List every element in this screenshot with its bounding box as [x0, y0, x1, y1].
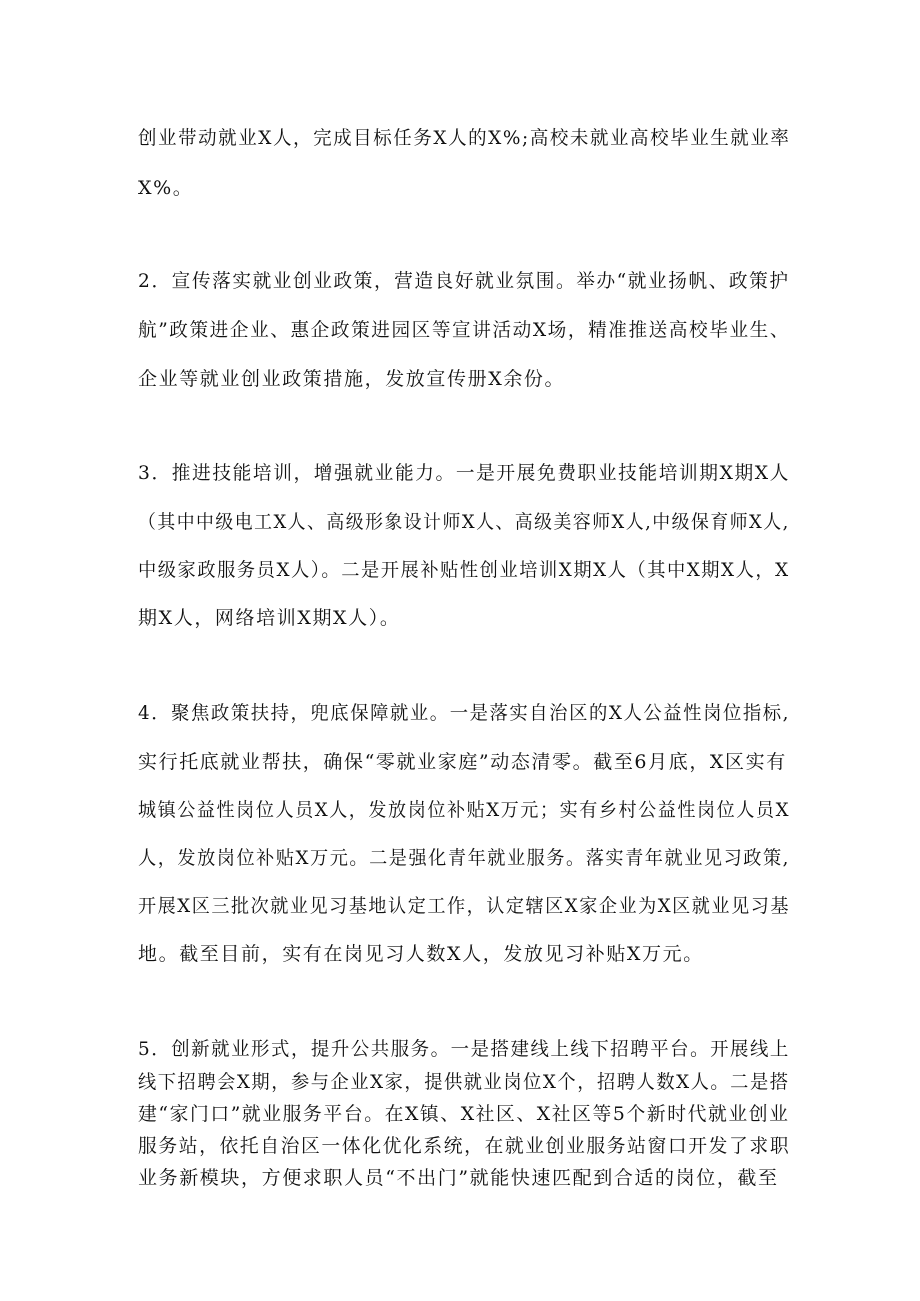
paragraph-4-line-2: 实行托底就业帮扶，确保“零就业家庭”动态清零。截至6月底，X区实有	[138, 751, 787, 773]
paragraph-5-line-5: 业务新模块，方便求职人员“不出门”就能快速匹配到合适的岗位，截至	[138, 1167, 779, 1189]
paragraph-4-line-1: 4．聚焦政策扶持，兜底保障就业。一是落实自治区的X人公益性岗位指标,	[138, 702, 791, 724]
paragraph-2-line-2: 航”政策进企业、惠企政策进园区等宣讲活动X场，精准推送高校毕业生、	[138, 319, 791, 341]
paragraph-5-line-2: 线下招聘会X期，参与企业X家，提供就业岗位X个，招聘人数X人。二是搭	[138, 1071, 790, 1093]
paragraph-2-line-3: 企业等就业创业政策措施，发放宣传册X余份。	[138, 368, 566, 390]
paragraph-4-line-4: 人，发放岗位补贴X万元。二是强化青年就业服务。落实青年就业见习政策,	[138, 847, 790, 869]
paragraph-3-line-3: 中级家政服务员X人）。二是开展补贴性创业培训X期X人（其中X期X人，X	[138, 559, 790, 581]
paragraph-5-line-4: 服务站，依托自治区一体化优化系统，在就业创业服务站窗口开发了求职	[138, 1135, 791, 1157]
paragraph-2-line-1: 2．宣传落实就业创业政策，营造良好就业氛围。举办“就业扬帆、政策护	[138, 270, 790, 292]
paragraph-5-line-1: 5．创新就业形式，提升公共服务。一是搭建线上线下招聘平台。开展线上	[138, 1038, 790, 1060]
paragraph-5-line-3: 建“家门口”就业服务平台。在X镇、X社区、X社区等5个新时代就业创业	[138, 1103, 790, 1125]
paragraph-3-line-4: 期X人，网络培训X期X人）。	[138, 607, 401, 629]
paragraph-4-line-3: 城镇公益性岗位人员X人，发放岗位补贴X万元；实有乡村公益性岗位人员X	[138, 799, 790, 821]
paragraph-4-line-6: 地。截至目前，实有在岗见习人数X人，发放见习补贴X万元。	[138, 943, 704, 965]
paragraph-4-line-5: 开展X区三批次就业见习基地认定工作，认定辖区X家企业为X区就业见习基	[138, 895, 790, 917]
paragraph-1-line-2: X%。	[138, 177, 194, 199]
paragraph-3-line-1: 3．推进技能培训，增强就业能力。一是开展免费职业技能培训期X期X人	[138, 462, 790, 484]
paragraph-3-line-2: （其中中级电工X人、高级形象设计师X人、高级美容师X人,中级保育师X人,	[138, 511, 790, 533]
paragraph-1-line-1: 创业带动就业X人，完成目标任务X人的X%;高校未就业高校毕业生就业率	[138, 127, 791, 149]
